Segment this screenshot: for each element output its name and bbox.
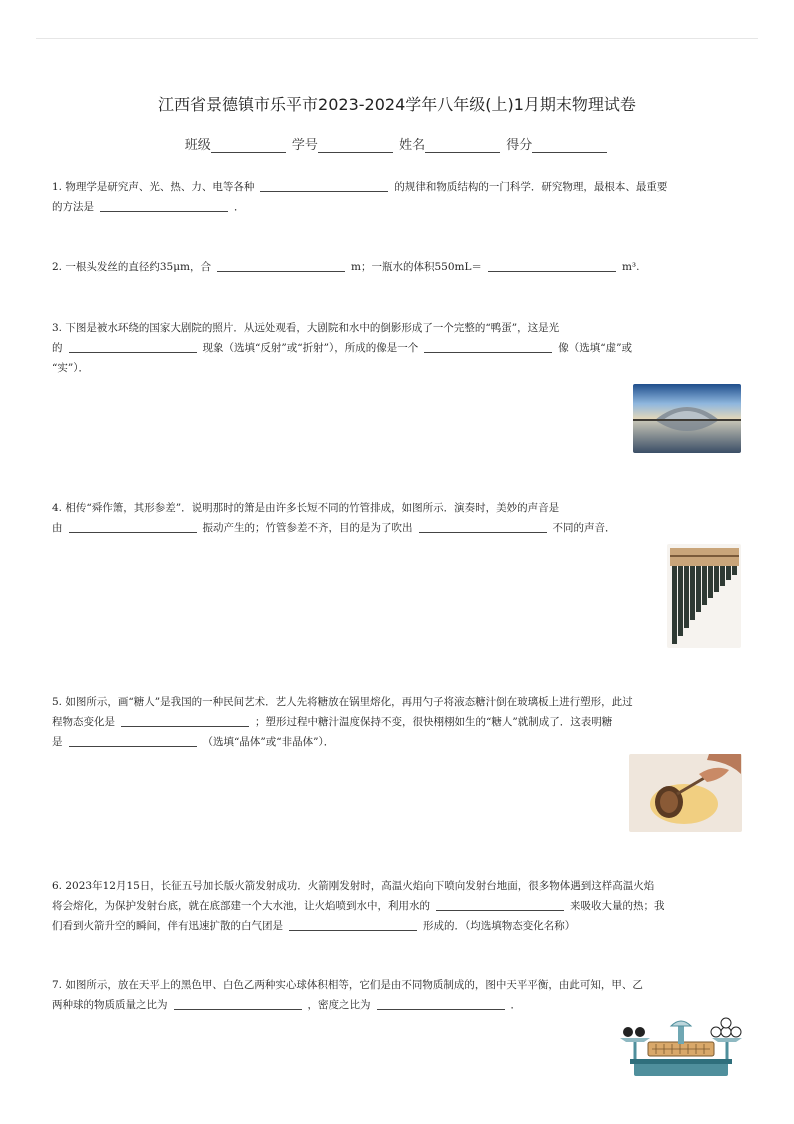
q3-blank-2[interactable] <box>424 339 552 353</box>
q3-blank-1[interactable] <box>69 339 197 353</box>
score-label: 得分 <box>506 138 533 153</box>
q3-text: 像（选填“虚”或 <box>558 342 632 354</box>
q2-text: 2. 一根头发丝的直径约35μm，合 <box>52 261 211 273</box>
balance-scale-figure <box>616 1016 745 1078</box>
q7-blank-2[interactable] <box>377 996 505 1010</box>
score-field[interactable] <box>532 138 607 153</box>
q3-text: “实”）． <box>52 362 89 374</box>
q1-text: 的规律和物质结构的一门科学．研究物理，最根本、最重要 <box>394 181 668 193</box>
q6-text: 形成的．（均选填物态变化名称） <box>423 920 576 932</box>
q1-blank-2[interactable] <box>100 198 228 212</box>
header-rule <box>36 38 758 39</box>
q2-text: m；一瓶水的体积550mL＝ <box>351 261 482 273</box>
q1-text: 1. 物理学是研究声、光、热、力、电等各种 <box>52 181 255 193</box>
pan-flute-photo <box>667 544 741 648</box>
q5-blank-2[interactable] <box>69 733 197 747</box>
q7-text: 7. 如图所示，放在天平上的黑色甲、白色乙两种实心球体积相等，它们是由不同物质制成的，图中天平平衡，由此可知，甲、乙 <box>52 979 643 991</box>
q7-text: ． <box>510 999 521 1011</box>
question-4 <box>52 498 744 538</box>
q6-text: 6. 2023年12月15日，长征五号加长版火箭发射成功．火箭刚发射时，高温火焰向下喷向发射台地面，很多物体遇到这样高温火焰 <box>52 880 655 892</box>
q4-text: 4. 相传“舜作箫，其形参差”．说明那时的箫是由许多长短不同的竹管排成，如图所示．演奏时，美妙的声音是 <box>52 502 560 514</box>
question-1 <box>52 177 744 217</box>
q5-blank-1[interactable] <box>121 713 249 727</box>
q2-text: m³. <box>621 261 640 273</box>
q1-text: 的方法是 <box>52 201 94 213</box>
q4-blank-1[interactable] <box>69 519 197 533</box>
q5-text: （选填“晶体”或“非晶体”）． <box>202 736 335 748</box>
q1-text: ． <box>234 201 245 213</box>
class-field[interactable] <box>211 138 286 153</box>
q7-text: 两种球的物质质量之比为 <box>52 999 168 1011</box>
q6-blank-2[interactable] <box>289 917 417 931</box>
q5-text: 是 <box>52 736 63 748</box>
question-5 <box>52 692 744 752</box>
national-theater-photo <box>633 384 741 453</box>
q5-text: 程物态变化是 <box>52 716 115 728</box>
q4-text: 不同的声音． <box>552 522 616 534</box>
student-id-label: 学号 <box>291 138 318 153</box>
q2-blank-2[interactable] <box>488 258 616 272</box>
q1-blank-1[interactable] <box>260 178 388 192</box>
name-field[interactable] <box>425 138 500 153</box>
question-2 <box>52 257 744 277</box>
exam-title: 江西省景德镇市乐平市2023-2024学年八年级(上)1月期末物理试卷 <box>158 95 636 114</box>
q4-text: 由 <box>52 522 63 534</box>
student-info-row <box>0 134 794 153</box>
q4-text: 振动产生的；竹管参差不齐，目的是为了吹出 <box>202 522 413 534</box>
q3-text: 现象（选填“反射”或“折射”），所成的像是一个 <box>202 342 419 354</box>
class-label: 班级 <box>184 138 211 153</box>
question-7 <box>52 975 744 1015</box>
q6-text: 将会熔化，为保护发射台底，就在底部建一个大水池，让火焰喷到水中，利用水的 <box>52 900 430 912</box>
q3-text: 的 <box>52 342 63 354</box>
q6-text: 来吸收大量的热；我 <box>570 900 665 912</box>
q6-text: 们看到火箭升空的瞬间，伴有迅速扩散的白气团是 <box>52 920 283 932</box>
q3-text: 3. 下图是被水环绕的国家大剧院的照片．从远处观看，大剧院和水中的倒影形成了一个完整的“鸭蛋”，这是光 <box>52 322 560 334</box>
student-id-field[interactable] <box>318 138 393 153</box>
q2-blank-1[interactable] <box>217 258 345 272</box>
q5-text: ；塑形过程中糖汁温度保持不变，很快栩栩如生的“糖人”就制成了．这表明糖 <box>255 716 613 728</box>
q7-blank-1[interactable] <box>174 996 302 1010</box>
question-6 <box>52 876 744 936</box>
question-3 <box>52 318 744 378</box>
sugar-painting-photo <box>629 754 742 832</box>
q7-text: ，密度之比为 <box>307 999 371 1011</box>
q4-blank-2[interactable] <box>419 519 547 533</box>
q5-text: 5. 如图所示，画“糖人”是我国的一种民间艺术．艺人先将糖放在锅里熔化，再用勺子将液态糖汁倒在玻璃板上进行塑形，此过 <box>52 696 633 708</box>
q6-blank-1[interactable] <box>436 897 564 911</box>
name-label: 姓名 <box>399 138 426 153</box>
